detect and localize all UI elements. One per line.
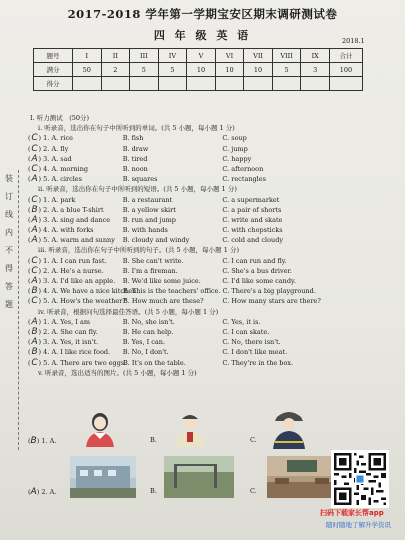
option-b: B. We'd like some juice. — [122, 277, 201, 286]
score-table-header-row — [34, 49, 363, 63]
option-c: C. write and skate — [222, 215, 283, 224]
question-row — [22, 286, 332, 296]
question-number: ) 2. — [38, 266, 50, 275]
question-row — [22, 144, 332, 154]
option-c: C. happy — [222, 154, 252, 163]
score-input-cell[interactable] — [215, 77, 244, 91]
question-option-a-cell — [22, 286, 139, 297]
handwritten-answer[interactable]: B — [31, 347, 38, 358]
option-a: A. circles — [51, 175, 82, 184]
full-mark-cell: 5 — [272, 63, 301, 77]
answer-paren: ( — [28, 256, 31, 265]
option-a: A. Yes, I am — [51, 317, 90, 326]
question-number: ) 1. — [38, 317, 50, 326]
option-b: B. No, she isn't. — [122, 317, 175, 326]
score-input-cell[interactable] — [158, 77, 187, 91]
question-option-a-cell — [22, 154, 123, 164]
binding-char: 订 — [5, 192, 13, 201]
option-a: A. a blue T-shirt — [51, 205, 104, 214]
handwritten-answer[interactable]: B — [31, 204, 38, 215]
answer-paren: ( — [28, 287, 31, 296]
exam-title: 2017-2018 学年第一学期宝安区期末调研测试卷 — [67, 7, 338, 21]
playground-picture — [164, 456, 234, 498]
score-input-cell[interactable] — [101, 77, 130, 91]
pic-q-number: (B) 1. A. — [28, 436, 57, 446]
handwritten-answer: B — [30, 436, 37, 446]
option-a: A. I can run fast. — [51, 256, 107, 265]
option-b: B. noon — [122, 164, 148, 173]
handwritten-answer[interactable]: A — [31, 276, 38, 287]
option-a: A. sad — [51, 154, 72, 163]
question-option-a-cell — [22, 133, 123, 143]
fireman-picture — [267, 405, 311, 449]
handwritten-answer[interactable]: C — [31, 194, 38, 205]
pic-q-option-b: B. — [150, 436, 157, 444]
question-number: ) 2. — [38, 205, 50, 214]
part-instruction: iv. 听录音，根据问句选择最佳答语。(共 5 小题，每小题 1 分) — [38, 307, 219, 316]
handwritten-answer: A — [30, 487, 37, 497]
score-col-header: VIII — [272, 49, 301, 63]
question-row — [22, 276, 332, 286]
answer-paren: ( — [28, 175, 31, 184]
question-option-a-cell — [22, 215, 123, 225]
handwritten-answer[interactable]: C — [31, 255, 38, 266]
listening-section — [22, 113, 332, 378]
option-c: C. How many stars are there? — [222, 297, 321, 306]
option-c: C. She's a bus driver. — [222, 266, 292, 275]
question-option-a-cell — [22, 174, 123, 184]
question-number: ) 5. — [38, 297, 50, 306]
score-input-cell[interactable] — [73, 77, 102, 91]
question-option-a-cell — [22, 337, 123, 347]
question-option-a-cell — [22, 164, 123, 174]
score-col-header: IX — [301, 49, 330, 63]
option-a: A. How's the weather? — [51, 297, 126, 306]
answer-paren: ( — [28, 328, 31, 337]
option-c: C. rectangles — [222, 175, 266, 184]
score-col-header: IV — [158, 49, 187, 63]
binding-char: 答 — [5, 282, 13, 291]
binding-char: 得 — [5, 264, 13, 273]
option-b: B. squares — [122, 175, 158, 184]
question-row — [22, 317, 332, 327]
question-option-a-cell — [22, 256, 123, 266]
question-row — [22, 347, 332, 357]
option-a: A. with forks — [51, 226, 94, 235]
part-instruction: ii. 听录音，选出你在句子中所听到的短语。(共 5 小题，每小题 1 分) — [38, 185, 237, 194]
question-number: ) 5. — [38, 358, 50, 367]
parts-container — [22, 123, 332, 378]
option-b: B. cloudy and windy — [122, 236, 190, 245]
score-input-cell[interactable] — [130, 77, 159, 91]
option-c: C. I can run and fly. — [222, 256, 287, 265]
score-row-label: 题号 — [34, 49, 73, 63]
score-input-cell[interactable] — [244, 77, 273, 91]
section-title: I. 听力测试 (50分) — [30, 114, 90, 122]
answer-paren: ( — [28, 164, 31, 173]
option-b: B. This is the teachers' office. — [123, 287, 221, 296]
full-mark-cell: 50 — [73, 63, 102, 77]
full-mark-cell: 10 — [215, 63, 244, 77]
question-option-a-cell — [22, 317, 123, 327]
question-number: ) 3. — [38, 338, 50, 347]
question-number: ) 1. — [38, 134, 50, 143]
binding-label — [4, 170, 14, 314]
score-col-header: VII — [244, 49, 273, 63]
question-option-a-cell — [22, 266, 123, 276]
full-mark-cell: 5 — [130, 63, 159, 77]
question-row — [22, 337, 332, 347]
pic-q-label: ) 2. A. — [36, 488, 57, 496]
handwritten-answer[interactable]: A — [31, 153, 38, 164]
pic-q-label: ) 1. A. — [36, 437, 57, 445]
question-row — [22, 296, 332, 306]
option-a: A. There are two eggs. — [51, 358, 127, 367]
answer-paren: ( — [28, 215, 31, 224]
pic-q-option-c: C. — [250, 436, 257, 444]
answer-paren: ( — [28, 277, 31, 286]
handwritten-answer[interactable]: C — [31, 133, 38, 144]
option-c: C. cold and cloudy — [222, 236, 284, 245]
option-b: B. fish — [122, 134, 144, 143]
question-row — [22, 205, 332, 215]
part-instruction: i. 听录音，选出你在句子中所听到的单词。(共 5 小题，每小题 1 分) — [38, 124, 235, 133]
answer-paren: ( — [28, 195, 31, 204]
handwritten-answer[interactable]: C — [31, 143, 38, 154]
question-row — [22, 174, 332, 184]
full-mark-cell: 3 — [301, 63, 330, 77]
option-b: B. I'm a fireman. — [122, 266, 178, 275]
qr-promo-line1: 扫码下载家长帮app — [320, 509, 384, 517]
option-a: A. He's a nurse. — [51, 266, 104, 275]
question-row — [22, 225, 332, 235]
answer-paren: ( — [28, 358, 31, 367]
answer-paren: ( — [28, 154, 31, 163]
option-c: C. No, there isn't. — [222, 338, 281, 347]
answer-paren: ( — [28, 297, 31, 306]
option-c: C. I can skate. — [222, 328, 270, 337]
handwritten-answer[interactable]: A — [31, 174, 38, 185]
score-table-score-row — [34, 77, 363, 91]
answer-paren: ( — [28, 134, 31, 143]
question-option-a-cell — [22, 276, 123, 286]
option-b: B. He can help. — [122, 328, 174, 337]
question-row — [22, 327, 332, 337]
option-c: C. a pair of shorts — [222, 205, 282, 214]
handwritten-answer[interactable]: A — [31, 316, 38, 327]
question-number: ) 1. — [38, 256, 50, 265]
question-option-a-cell — [22, 144, 123, 154]
option-c: C. afternoon — [222, 164, 264, 173]
question-option-a-cell — [22, 296, 126, 307]
binding-char: 内 — [5, 228, 13, 237]
score-input-cell[interactable] — [272, 77, 301, 91]
full-mark-cell: 10 — [244, 63, 273, 77]
listening-part — [22, 368, 332, 378]
option-b: B. It's on the table. — [123, 358, 186, 367]
option-b: B. Yes, I can. — [122, 338, 166, 347]
score-input-cell[interactable] — [330, 77, 363, 91]
option-b: B. How much are these? — [123, 297, 204, 306]
answer-paren: ( — [28, 226, 31, 235]
exam-subtitle: 四 年 级 英 语 — [153, 29, 252, 42]
handwritten-answer[interactable]: A — [31, 214, 38, 225]
classroom-picture — [267, 456, 337, 498]
option-b: B. a yellow skirt — [122, 205, 176, 214]
option-c: C. They're in the box. — [222, 358, 294, 367]
question-option-a-cell — [22, 357, 127, 368]
part-instruction: v. 听录音，选出适当的图片。(共 5 小题，每小题 1 分) — [38, 368, 197, 377]
question-row — [22, 195, 332, 205]
question-row — [22, 133, 332, 143]
pic-q-option-b: B. — [150, 487, 157, 495]
driver-picture — [170, 411, 210, 447]
answer-paren: ( — [28, 205, 31, 214]
option-c: C. a supermarket — [222, 195, 280, 204]
score-input-cell[interactable] — [301, 77, 330, 91]
option-c: C. soup — [222, 134, 247, 143]
question-number: ) 5. — [38, 236, 50, 245]
option-a: A. I like rice food. — [51, 348, 111, 357]
option-a: A. I'd like an apple. — [51, 277, 116, 286]
handwritten-answer[interactable]: B — [31, 327, 38, 338]
binding-strip — [0, 170, 20, 450]
question-row — [22, 266, 332, 276]
binding-dashed-line — [18, 170, 19, 450]
question-row — [22, 215, 332, 225]
question-number: ) 3. — [38, 154, 50, 163]
question-row — [22, 358, 332, 368]
score-row-label: 得分 — [34, 77, 73, 91]
question-number: ) 1. — [38, 195, 50, 204]
option-b: B. with hands — [122, 226, 168, 235]
answer-paren: ( — [28, 348, 31, 357]
full-mark-cell: 10 — [187, 63, 216, 77]
nurse-picture — [80, 409, 120, 447]
option-a: A. Yes, it isn't. — [51, 338, 99, 347]
option-c: C. jump — [222, 144, 248, 153]
answer-paren: ( — [28, 317, 31, 326]
option-a: A. She can fly. — [51, 328, 98, 337]
listening-part — [22, 245, 332, 306]
question-number: ) 4. — [38, 226, 50, 235]
listening-part — [22, 184, 332, 245]
question-number: ) 4. — [38, 348, 50, 357]
question-row — [22, 164, 332, 174]
handwritten-answer[interactable]: C — [31, 265, 38, 276]
qr-code[interactable] — [331, 450, 389, 508]
pic-q-option-c: C. — [250, 487, 257, 495]
score-table-fullmark-row — [34, 63, 363, 77]
question-number: ) 4. — [38, 287, 50, 296]
option-b: B. run and jump — [122, 215, 176, 224]
option-c: C. with chopsticks — [222, 226, 283, 235]
question-option-a-cell — [22, 235, 123, 245]
score-col-header: V — [187, 49, 216, 63]
question-option-a-cell — [22, 205, 123, 215]
answer-paren: ( — [28, 338, 31, 347]
part-instruction: iii. 听录音，选出你在句子中所听到的句子。(共 5 小题，每小题 1 分) — [38, 246, 239, 255]
handwritten-answer[interactable]: A — [31, 337, 38, 348]
score-input-cell[interactable] — [187, 77, 216, 91]
binding-char: 题 — [5, 300, 13, 309]
option-b: B. draw — [122, 144, 149, 153]
score-row-label: 满分 — [34, 63, 73, 77]
exam-date: 2018.1 — [342, 37, 365, 45]
score-col-header: 合计 — [330, 49, 363, 63]
option-b: B. She can't write. — [122, 256, 184, 265]
score-col-header: VI — [215, 49, 244, 63]
score-col-header: II — [101, 49, 130, 63]
handwritten-answer[interactable]: C — [31, 163, 38, 174]
option-a: A. We have a nice kitchen. — [51, 287, 139, 296]
question-option-a-cell — [22, 347, 123, 357]
option-a: A. park — [51, 195, 76, 204]
option-b: B. a restaurant — [122, 195, 173, 204]
answer-paren: ( — [28, 266, 31, 275]
question-number: ) 3. — [38, 277, 50, 286]
question-row — [22, 256, 332, 266]
option-a: A. morning — [51, 164, 89, 173]
handwritten-answer[interactable]: C — [31, 296, 38, 307]
score-table — [33, 48, 363, 91]
binding-char: 线 — [5, 210, 13, 219]
question-number: ) 5. — [38, 175, 50, 184]
option-a: A. fly — [51, 144, 69, 153]
full-mark-cell: 5 — [158, 63, 187, 77]
score-col-header: III — [130, 49, 159, 63]
question-option-a-cell — [22, 327, 123, 337]
question-option-a-cell — [22, 195, 123, 205]
option-c: C. I don't like meat. — [222, 348, 288, 357]
handwritten-answer[interactable]: A — [31, 235, 38, 246]
option-c: C. I'd like some candy. — [222, 277, 296, 286]
option-c: C. Yes, it is. — [222, 317, 261, 326]
option-a: A. rice — [51, 134, 73, 143]
question-number: ) 4. — [38, 164, 50, 173]
binding-char: 装 — [5, 174, 13, 183]
option-a: A. sing and dance — [51, 215, 111, 224]
option-a: A. warm and sunny — [51, 236, 115, 245]
handwritten-answer[interactable]: C — [31, 357, 38, 368]
pic-q-number: (A) 2. A. — [28, 487, 57, 497]
binding-char: 不 — [5, 246, 13, 255]
full-mark-cell: 100 — [330, 63, 363, 77]
option-b: B. No, I don't. — [122, 348, 169, 357]
listening-part — [22, 123, 332, 184]
question-number: ) 2. — [38, 144, 50, 153]
handwritten-answer[interactable]: B — [31, 286, 38, 297]
handwritten-answer[interactable]: A — [31, 225, 38, 236]
question-row — [22, 154, 332, 164]
score-col-header: I — [73, 49, 102, 63]
option-b: B. tired — [122, 154, 148, 163]
question-row — [22, 235, 332, 245]
full-mark-cell: 2 — [101, 63, 130, 77]
option-c: C. There's a big playground. — [222, 287, 316, 296]
question-number: ) 3. — [38, 215, 50, 224]
answer-paren: ( — [28, 144, 31, 153]
question-option-a-cell — [22, 225, 123, 235]
qr-promo-line2: 随时随地了解升学资讯 — [326, 521, 391, 529]
answer-paren: ( — [28, 236, 31, 245]
listening-part — [22, 307, 332, 368]
question-number: ) 2. — [38, 328, 50, 337]
school-building-picture — [70, 456, 136, 498]
